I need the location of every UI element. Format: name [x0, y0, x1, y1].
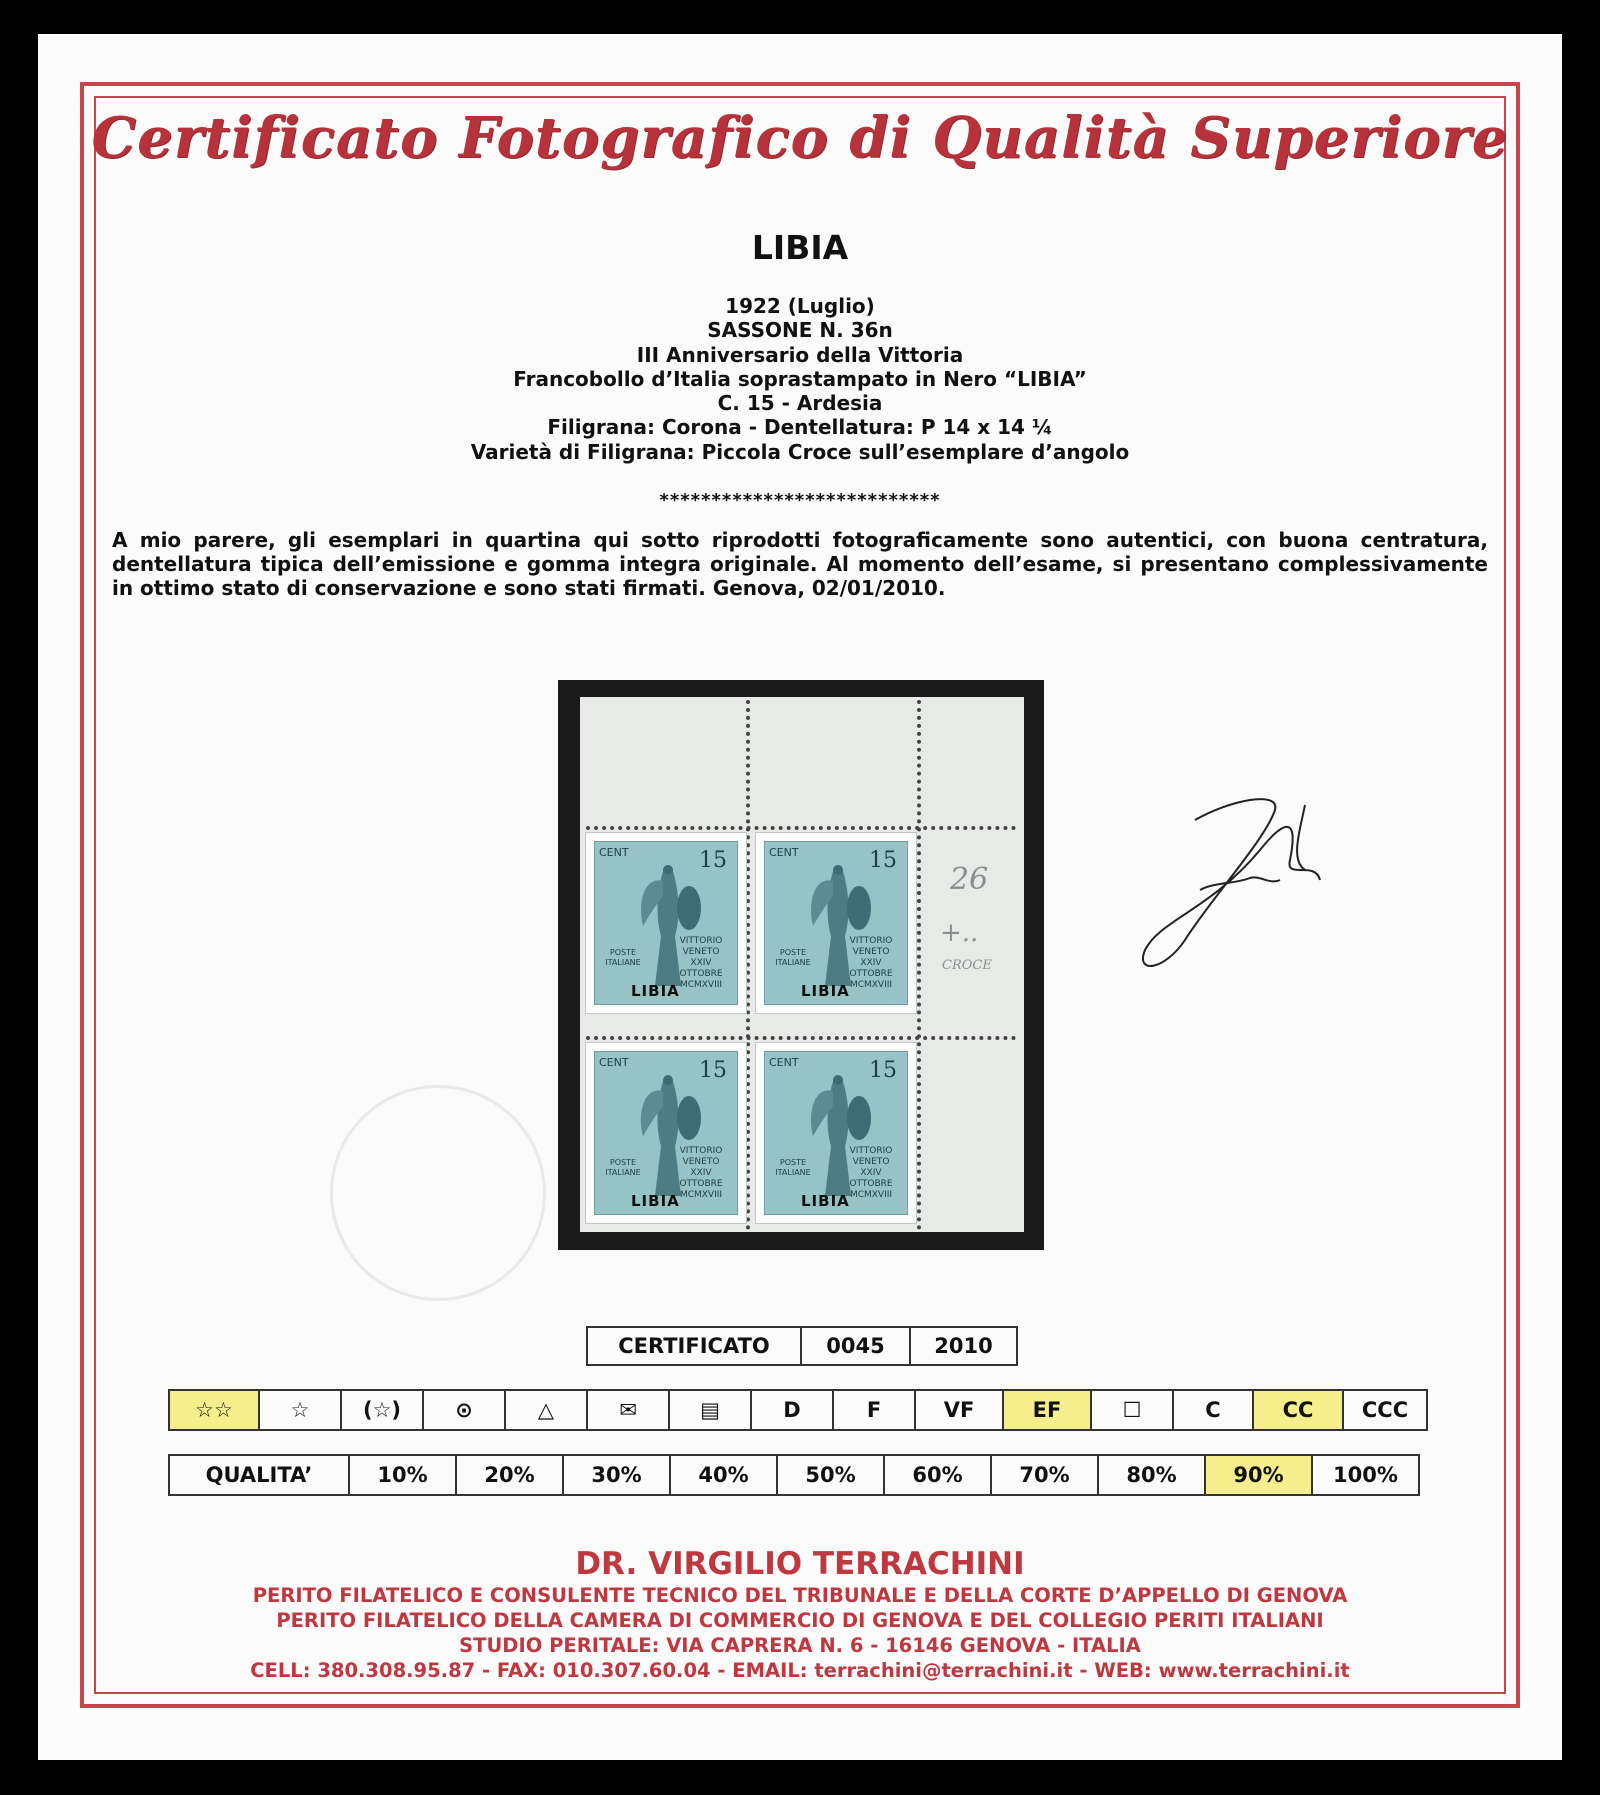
separator-stars: *************************** [659, 490, 941, 511]
stamp-cent: CENT [769, 846, 799, 859]
stamp-poste: POSTE ITALIANE [775, 1158, 811, 1177]
pencil-mark-number: 26 [950, 862, 989, 897]
quality-cell: 40% [670, 1455, 777, 1495]
stamp-design [594, 841, 738, 1005]
stamp-cent: CENT [599, 846, 629, 859]
country-heading: LIBIA [751, 228, 849, 267]
grade-cell: ✉ [587, 1390, 669, 1430]
perforation-row-middle [586, 1036, 1016, 1040]
desc-variety: Varietà di Filigrana: Piccola Croce sull’esemplare d’angolo [470, 439, 1130, 464]
quality-cell: 20% [456, 1455, 563, 1495]
stamp-value: 15 [699, 848, 727, 873]
quality-cell: 60% [884, 1455, 991, 1495]
grade-cell: VF [915, 1390, 1003, 1430]
stamp-top-left [586, 833, 746, 1013]
cert-year: 2010 [910, 1327, 1017, 1365]
grade-cell: ☆ [259, 1390, 341, 1430]
embossed-seal [330, 1085, 546, 1301]
stamp-cent: CENT [769, 1056, 799, 1069]
cert-number: 0045 [801, 1327, 910, 1365]
desc-value: C. 15 - Ardesia [717, 391, 883, 416]
quality-table [168, 1454, 1420, 1496]
stamp-value: 15 [869, 848, 897, 873]
pencil-mark-croce: CROCE [942, 958, 992, 973]
stamp-bottom-right [756, 1043, 916, 1223]
contact-line: CELL: 380.308.95.87 - FAX: 010.307.60.04 - EMAIL: terrachini@terrachini.it - WEB: www.terrachini.it [250, 1659, 1350, 1682]
stamp-design [594, 1051, 738, 1215]
expert-opinion: A mio parere, gli esemplari in quartina qui sotto riprodotti fotograficamente sono autentici, con buona centratura, dentellatura tipica dell’emissione e gomma integra originale. Al momento dell’esame, si presentano complessivamente in ottimo stato di conservazione e sono stati firmati. Genova, 02/01/2010. [112, 528, 1488, 600]
stamp-design [764, 841, 908, 1005]
grade-cell: D [751, 1390, 833, 1430]
desc-catalogue: SASSONE N. 36n [707, 318, 893, 343]
quality-cell: 10% [349, 1455, 456, 1495]
stamp-overprint: LIBIA [801, 1192, 850, 1210]
desc-issue: III Anniversario della Vittoria [636, 342, 964, 367]
certificate-title: Certificato Fotografico di Qualità Superiore [91, 105, 1509, 171]
perforation-col-middle [746, 700, 750, 1230]
perforation-row-top [586, 826, 1016, 830]
grade-cell: C [1173, 1390, 1253, 1430]
perforation-col-right [917, 700, 921, 1230]
stamp-cent: CENT [599, 1056, 629, 1069]
stamp-design [764, 1051, 908, 1215]
quality-cell: 30% [563, 1455, 670, 1495]
stamp-overprint: LIBIA [631, 1192, 680, 1210]
grade-cell: ▤ [669, 1390, 751, 1430]
certificate-number-table [586, 1326, 1018, 1366]
grade-cell: F [833, 1390, 915, 1430]
stamp-legend: VITTORIO VENETO XXIV OTTOBRE MCMXVIII [679, 1146, 723, 1200]
grade-cell: CCC [1343, 1390, 1427, 1430]
grade-cell: EF [1003, 1390, 1091, 1430]
grade-cell: ☐ [1091, 1390, 1173, 1430]
stamp-poste: POSTE ITALIANE [775, 948, 811, 967]
grade-cell: △ [505, 1390, 587, 1430]
stamp-legend: VITTORIO VENETO XXIV OTTOBRE MCMXVIII [849, 1146, 893, 1200]
grade-table [168, 1389, 1428, 1431]
stamp-overprint: LIBIA [631, 982, 680, 1000]
desc-year: 1922 (Luglio) [725, 294, 875, 318]
stamp-description [0, 294, 1600, 464]
stamp-bottom-left [586, 1043, 746, 1223]
stamp-top-right [756, 833, 916, 1013]
stamp-legend: VITTORIO VENETO XXIV OTTOBRE MCMXVIII [849, 936, 893, 990]
stamp-overprint: LIBIA [801, 982, 850, 1000]
quality-cell: 50% [777, 1455, 884, 1495]
pencil-mark-cross: +.. [940, 918, 979, 948]
grade-cell: (☆) [341, 1390, 423, 1430]
grade-cell: ⊙ [423, 1390, 505, 1430]
expert-name: DR. VIRGILIO TERRACHINI [575, 1546, 1025, 1582]
stamp-poste: POSTE ITALIANE [605, 1158, 641, 1177]
stamp-legend: VITTORIO VENETO XXIV OTTOBRE MCMXVIII [679, 936, 723, 990]
expert-signature [1140, 790, 1360, 980]
quality-cell: 70% [991, 1455, 1098, 1495]
expert-title-line-1: PERITO FILATELICO E CONSULENTE TECNICO DEL TRIBUNALE E DELLA CORTE D’APPELLO DI GENOVA [252, 1584, 1348, 1607]
desc-overprint: Francobollo d’Italia soprastampato in Nero “LIBIA” [513, 366, 1087, 391]
quality-label: QUALITA’ [169, 1455, 349, 1495]
grade-cell: ☆☆ [169, 1390, 259, 1430]
stamp-poste: POSTE ITALIANE [605, 948, 641, 967]
grade-cell: CC [1253, 1390, 1343, 1430]
desc-watermark: Filigrana: Corona - Dentellatura: P 14 x 14 ¼ [547, 415, 1053, 440]
cert-label: CERTIFICATO [587, 1327, 801, 1365]
studio-address: STUDIO PERITALE: VIA CAPRERA N. 6 - 16146 GENOVA - ITALIA [459, 1634, 1141, 1657]
quality-cell: 80% [1098, 1455, 1205, 1495]
stamp-value: 15 [869, 1058, 897, 1083]
quality-cell: 90% [1205, 1455, 1312, 1495]
expert-title-line-2: PERITO FILATELICO DELLA CAMERA DI COMMERCIO DI GENOVA E DEL COLLEGIO PERITI ITALIANI [276, 1609, 1324, 1632]
stamp-value: 15 [699, 1058, 727, 1083]
quality-cell: 100% [1312, 1455, 1419, 1495]
